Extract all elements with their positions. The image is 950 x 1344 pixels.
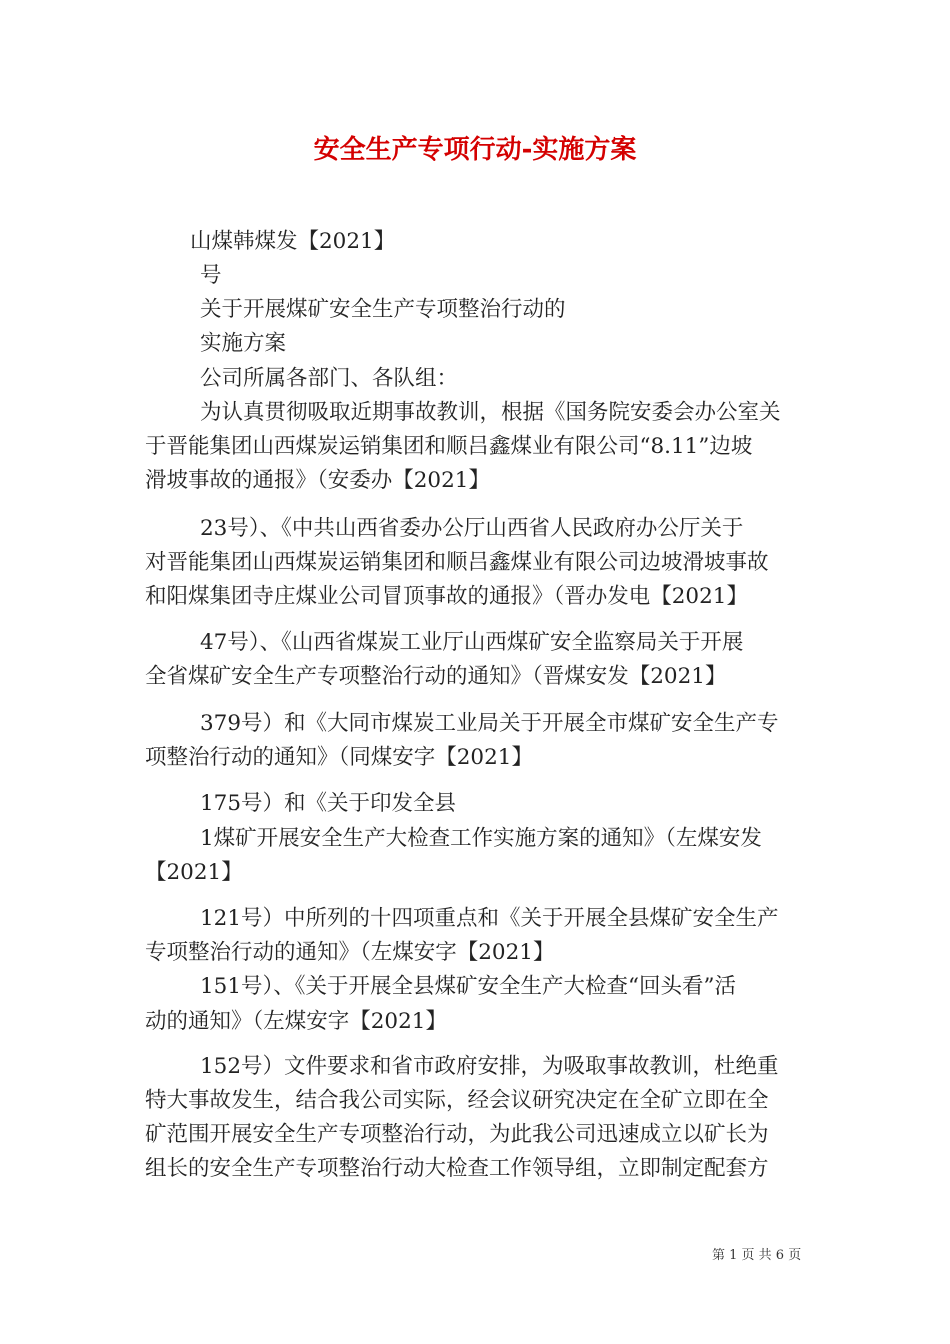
doc-line: 于晋能集团山西煤炭运销集团和顺吕鑫煤业有限公司“8.11”边坡 xyxy=(145,434,753,459)
doc-line: 全省煤矿安全生产专项整治行动的通知》（晋煤安发【2021】 xyxy=(145,664,727,689)
doc-line: 121号）中所列的十四项重点和《关于开展全县煤矿安全生产 xyxy=(200,906,779,931)
doc-line: 1煤矿开展安全生产大检查工作实施方案的通知》（左煤安发 xyxy=(200,826,762,851)
doc-line: 号 xyxy=(200,263,222,288)
doc-line: 175号）和《关于印发全县 xyxy=(200,791,457,816)
doc-line: 151号）、《关于开展全县煤矿安全生产大检查“回头看”活 xyxy=(200,974,737,999)
doc-line: 项整治行动的通知》（同煤安字【2021】 xyxy=(145,745,533,770)
page-number-footer: 第 1 页 共 6 页 xyxy=(712,1248,802,1263)
doc-line: 152号）文件要求和省市政府安排，为吸取事故教训，杜绝重 xyxy=(200,1054,779,1079)
doc-line: 为认真贯彻吸取近期事故教训，根据《国务院安委会办公室关 xyxy=(200,400,781,425)
doc-line: 专项整治行动的通知》（左煤安字【2021】 xyxy=(145,940,555,965)
doc-line: 组长的安全生产专项整治行动大检查工作领导组，立即制定配套方 xyxy=(145,1156,769,1181)
doc-line: 【2021】 xyxy=(145,860,243,885)
doc-line: 山煤韩煤发【2021】 xyxy=(190,229,396,254)
doc-line: 23号）、《中共山西省委办公厅山西省人民政府办公厅关于 xyxy=(200,516,744,541)
doc-line: 滑坡事故的通报》（安委办【2021】 xyxy=(145,468,490,493)
doc-line: 47号）、《山西省煤炭工业厅山西煤矿安全监察局关于开展 xyxy=(200,630,744,655)
doc-line: 关于开展煤矿安全生产专项整治行动的 xyxy=(200,297,566,322)
doc-line: 公司所属各部门、各队组： xyxy=(200,366,459,391)
document-title: 安全生产专项行动-实施方案 xyxy=(313,135,637,165)
doc-line: 对晋能集团山西煤炭运销集团和顺吕鑫煤业有限公司边坡滑坡事故 xyxy=(145,550,769,575)
doc-line: 实施方案 xyxy=(200,331,287,356)
doc-line: 动的通知》（左煤安字【2021】 xyxy=(145,1009,447,1034)
doc-line: 矿范围开展安全生产专项整治行动，为此我公司迅速成立以矿长为 xyxy=(145,1122,769,1147)
doc-line: 379号）和《大同市煤炭工业局关于开展全市煤矿安全生产专 xyxy=(200,711,779,736)
doc-line: 特大事故发生，结合我公司实际，经会议研究决定在全矿立即在全 xyxy=(145,1088,769,1113)
doc-line: 和阳煤集团寺庄煤业公司冒顶事故的通报》（晋办发电【2021】 xyxy=(145,584,748,609)
